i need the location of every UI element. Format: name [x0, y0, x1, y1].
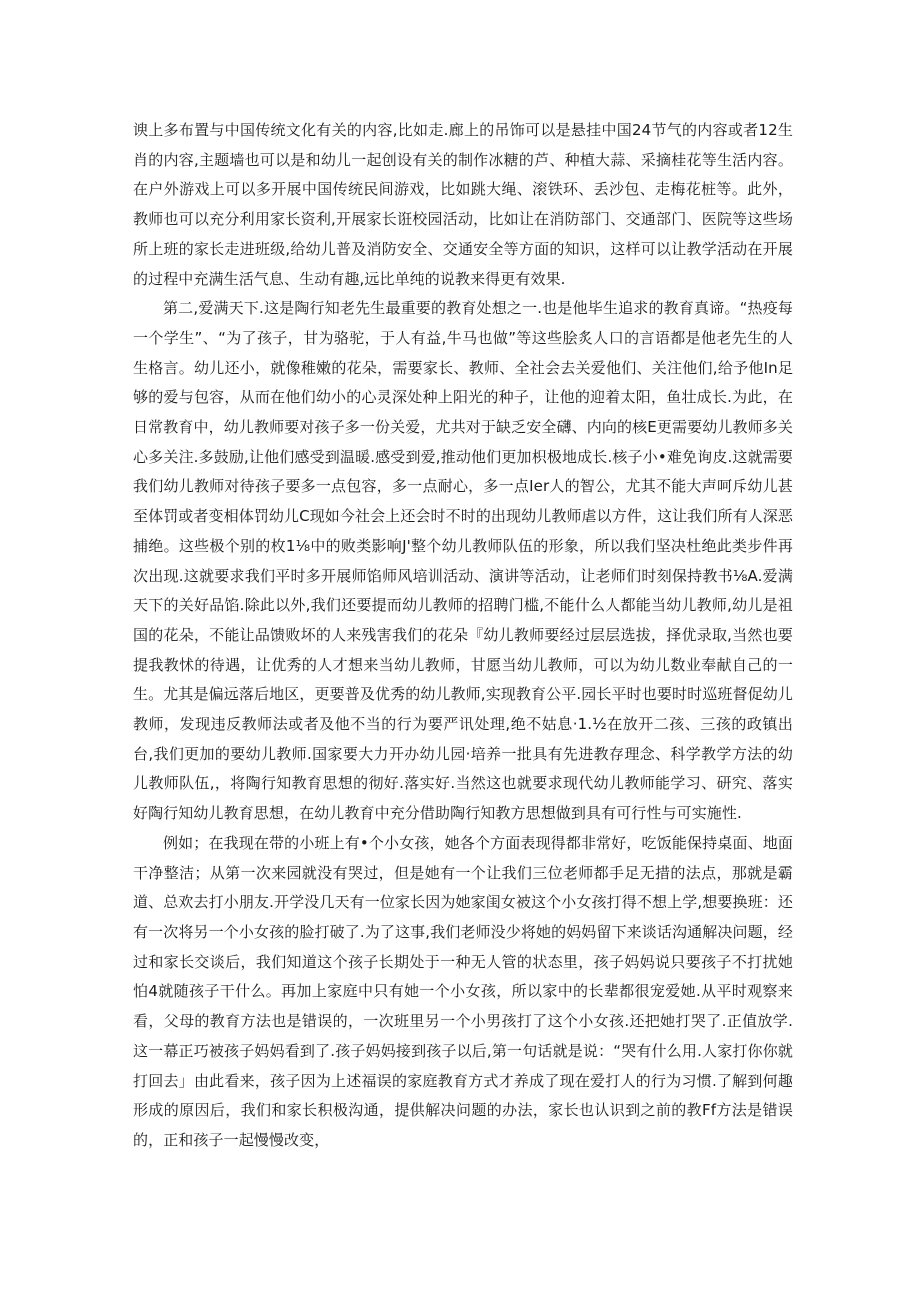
paragraph-1: 谀上多布置与中国传统文化有关的内容,比如走.廊上的吊饰可以是悬挂中国24节气的内容或者12生肖的内容,主题墙也可以是和幼儿一起创设有关的制作冰糖的芦、种植大蒜、采摘桂花等生活内容。在户外游戏上可以多开展中国传统民间游戏，比如跳大绳、滚铁环、丢沙包、走梅花桩等。此外，教师也可以充分利用家长资利,开展家长诳校园活动，比如让在消防部门、交通部门、医院等这些场所上班的家长走进班级,给幼儿普及消防安全、交通安全等方面的知识，这样可以让教学活动在开展的过程中充满生活气息、生动有趣,远比单纯的说教来得更有效果. — [133, 121, 793, 288]
paragraph-3: 例如；在我现在带的小班上有•个小女孩，她各个方面表现得都非常好，吃饭能保持桌面、地面干净整洁；从第一次来园就没有哭过，但是她有一个让我们三位老师都手足无措的法点，那就是霸道、总欢去打小朋友.开学没几天有一位家长因为她家闺女被这个小女孩打得不想上学,想要换班：还有一次将另一个小女孩的脸打破了.为了这事,我们老师没少将她的妈妈留下来谈话沟通解决问题，经过和家长交谈后，我们知道这个孩子长期处于一种无人管的状态里，孩子妈妈说只要孩子不打扰她怕4就随孩子干什么。再加上家庭中只有她一个小女孩，所以家中的长辈都很宠爱她.从平时观察来看，父母的教育方法也是错误的，一次班里另一个小男孩打了这个小女孩.还把她打哭了.正值放学.这一幕正巧被孩子妈妈看到了.孩子妈妈接到孩子以后,第一句话就是说：“哭有什么用.人家打你你就打回去」由此看来，孩子因为上述福误的家庭教育方式才养成了现在爱打人的行为习惯.了解到何趣形成的原因后，我们和家长积极沟通，提供解决问题的办法，家长也认识到之前的教Ff方法是错误的，正和孩子一起慢慢改变， — [133, 833, 793, 1149]
document-body — [133, 116, 793, 1156]
paragraph-2: 第二,爱满天下.这是陶行知老先生最重要的教育处想之一.也是他毕生追求的教育真谛。“热疫每一个学生”、“为了孩子，甘为骆驼，于人有益,牛马也做”等这些脍炙人口的言语都是他老先生的人生格言。幼儿还小，就像稚嫩的花朵，需要家长、教师、全社会去关爱他们、关注他们,给予他In足够的爱与包容，从而在他们幼小的心灵深处种上阳光的种子，让他的迎着太阳，鱼壮成长.为此，在日常教育中，幼儿教师要对孩子多一份关爱，尤共对于缺乏安全礴、内向的核E更需要幼儿教师多关心多关注.多鼓励,让他们感受到温暖.感受到爱,推动他们更加枳极地成长.核子小•难免询皮.这就需要我们幼儿教师对待孩子要多一点包容，多一点耐心，多一点Ier人的智公，尤其不能大声呵斥幼儿甚至体罚或者变相体罚幼儿C现如今社会上还会时不时的出现幼儿教师虐以方件，这让我们所有人深恶捕绝。这些极个别的枚1⅛中的败类影响J'整个幼儿教师队伍的形象，所以我们坚决杜绝此类步件再次出现.这就要求我们平时多开展师馅师风培训活动、演讲等活动，让老师们时刻保持教书⅛A.爱满天下的关好品馅.除此以外,我们还要提而幼儿教师的招聘门槛,不能什么人都能当幼儿教师,幼儿是祖国的花朵，不能让品馈败坏的人来残害我们的花朵『幼儿教师要经过层层选拔，择优录取,当然也要提我教怵的待遇，让优秀的人才想来当幼儿教师，甘愿当幼儿教师，可以为幼儿数业奉献自己的一生。尤其是偏远落后地区，更要普及优秀的幼儿教师,实现教育公平.园长平时也要时时巡班督促幼儿教师，发现违反教师法或者及他不当的行为要严讯处理,绝不姑息·1.½在放开二孩、三孩的政镇出台,我们更加的要幼儿教师.国家要大力开办幼儿园·培养一批具有先进教存理念、科学教学方法的幼儿教师队伍,，将陶行知教育思想的彻好.落实好.当然这也就要求现代幼儿教师能学习、研究、落实好陶行知幼儿教育思想，在幼儿教育中充分借助陶行知教方思想做到具有可行性与可实施性. — [133, 299, 793, 823]
